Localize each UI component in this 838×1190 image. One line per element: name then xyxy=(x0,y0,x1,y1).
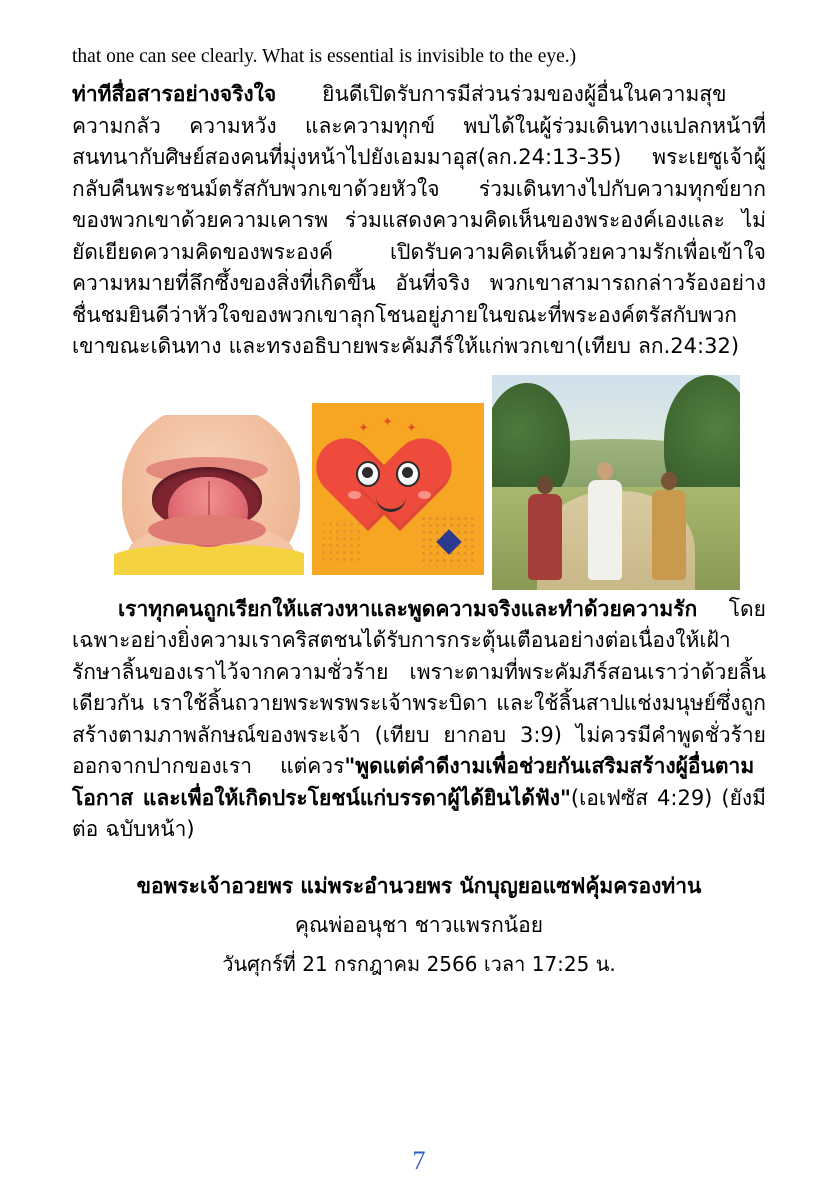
heart-cheek-left xyxy=(348,491,361,499)
shirt-shape xyxy=(114,545,304,575)
heart-pupil-right xyxy=(402,467,413,478)
heart-body xyxy=(342,441,454,541)
paragraph-one-lead: ท่าทีสื่อสารอย่างจริงใจ xyxy=(72,82,277,107)
blessing-line: ขอพระเจ้าอวยพร แม่พระอำนวยพร นักบุญยอแซฟคุ้มครองท่าน xyxy=(136,873,702,898)
heart-pupil-left xyxy=(362,467,373,478)
disciple-figure-right xyxy=(652,472,686,580)
figure-robe xyxy=(652,490,686,580)
paragraph-one xyxy=(72,79,766,363)
paragraph-two-quote: "พูดแต่คำดีงามเพื่อช่วยกันเสริมสร้างผู้อื่นตามโอกาส และเพื่อให้เกิดประโยชน์แก่บรรดาผู้ได้ยินได้ฟัง" xyxy=(72,754,755,810)
cartoon-heart-illustration xyxy=(312,403,484,575)
closing-block xyxy=(72,870,766,980)
datetime-line: วันศุกร์ที่ 21 กรกฎาคม 2566 เวลา 17:25 น. xyxy=(222,951,616,976)
figure-head xyxy=(537,476,553,494)
sparkle-icon: ✦ xyxy=(382,413,393,429)
top-continuation-line: that one can see clearly. What is essential is invisible to the eye.) xyxy=(72,46,577,67)
road-to-emmaus-painting xyxy=(492,375,740,590)
paragraph-two-body-part-two: (เอเฟซัส 4:29) (ยังมีต่อ ฉบับหน้า) xyxy=(72,785,766,842)
paragraph-two-body-part-one: โดยเฉพาะอย่างยิ่งความเราคริสตชนได้รับการกระตุ้นเตือนอย่างต่อเนื่องให้เฝ้ารักษาลิ้นของเราไว้จากความชั่วร้าย เพราะตามที่พระคัมภีร์สอนเราว่าด้วยลิ้นเดียวกัน เราใช้ลิ้นถวายพระพรพระเจ้าพระบิดา และใช้ลิ้นสาปแช่งมนุษย์ซึ่งถูกสร้างตามภาพลักษณ์ของพระเจ้า (เทียบ ยากอบ 3:9) ไม่ควรมีคำพูดชั่วร้ายออกจากปากของเรา xyxy=(72,596,766,779)
disciple-figure-left xyxy=(528,476,562,580)
lower-lip xyxy=(148,515,266,545)
jesus-figure-center xyxy=(588,462,622,580)
paragraph-one-body: ยินดีเปิดรับการมีส่วนร่วมของผู้อื่นในความสุข ความกลัว ความหวัง และความทุกข์ พบได้ในผู้ร่วมเดินทางแปลกหน้าที่สนทนากับศิษย์สองคนที่มุ่งหน้าไปยังเอมมาอุส(ลก.24:13-35) พระเยซูเจ้าผู้กลับคืนพระชนม์ตรัสกับพวกเขาด้วยหัวใจ ร่วมเดินทางไปกับความทุกข์ยากของพวกเขาด้วยความเคารพ ร่วมแสดงความคิดเห็นของพระองค์เองและ ไม่ยัดเยียดความคิดของพระองค์ เปิดรับความคิดเห็นด้วยความรักเพื่อเข้าใจความหมายที่ลึกซึ้งของสิ่งที่เกิดขึ้น อันที่จริง พวกเขาสามารถกล่าวร้องอย่างชื่นชมยินดีว่าหัวใจของพวกเขาลุกโชนอยู่ภายในขณะที่พระองค์ตรัสกับพวกเขาขณะเดินทาง และทรงอธิบายพระคัมภีร์ให้แก่พวกเขา(เทียบ ลก.24:32) xyxy=(72,82,766,359)
page-number: 7 xyxy=(412,1146,426,1175)
figure-row xyxy=(72,375,766,590)
figure-head xyxy=(661,472,677,490)
author-line: คุณพ่ออนุชา ชาวแพรกน้อย xyxy=(294,912,544,937)
sparkle-icon: ✦ xyxy=(358,419,369,435)
heart-cheek-right xyxy=(418,491,431,499)
paragraph-two xyxy=(72,594,766,846)
figure-head xyxy=(597,462,613,480)
paragraph-two-lead: เราทุกคนถูกเรียกให้แสวงหาและพูดความจริงและทำด้วยความรัก xyxy=(118,596,698,621)
paragraph-two-quote-lead: แต่ควร xyxy=(280,754,345,779)
sparkle-icon: ✦ xyxy=(406,419,417,435)
figure-robe xyxy=(528,494,562,580)
mouth-with-tongue-photo xyxy=(114,415,304,575)
figure-robe xyxy=(588,480,622,580)
